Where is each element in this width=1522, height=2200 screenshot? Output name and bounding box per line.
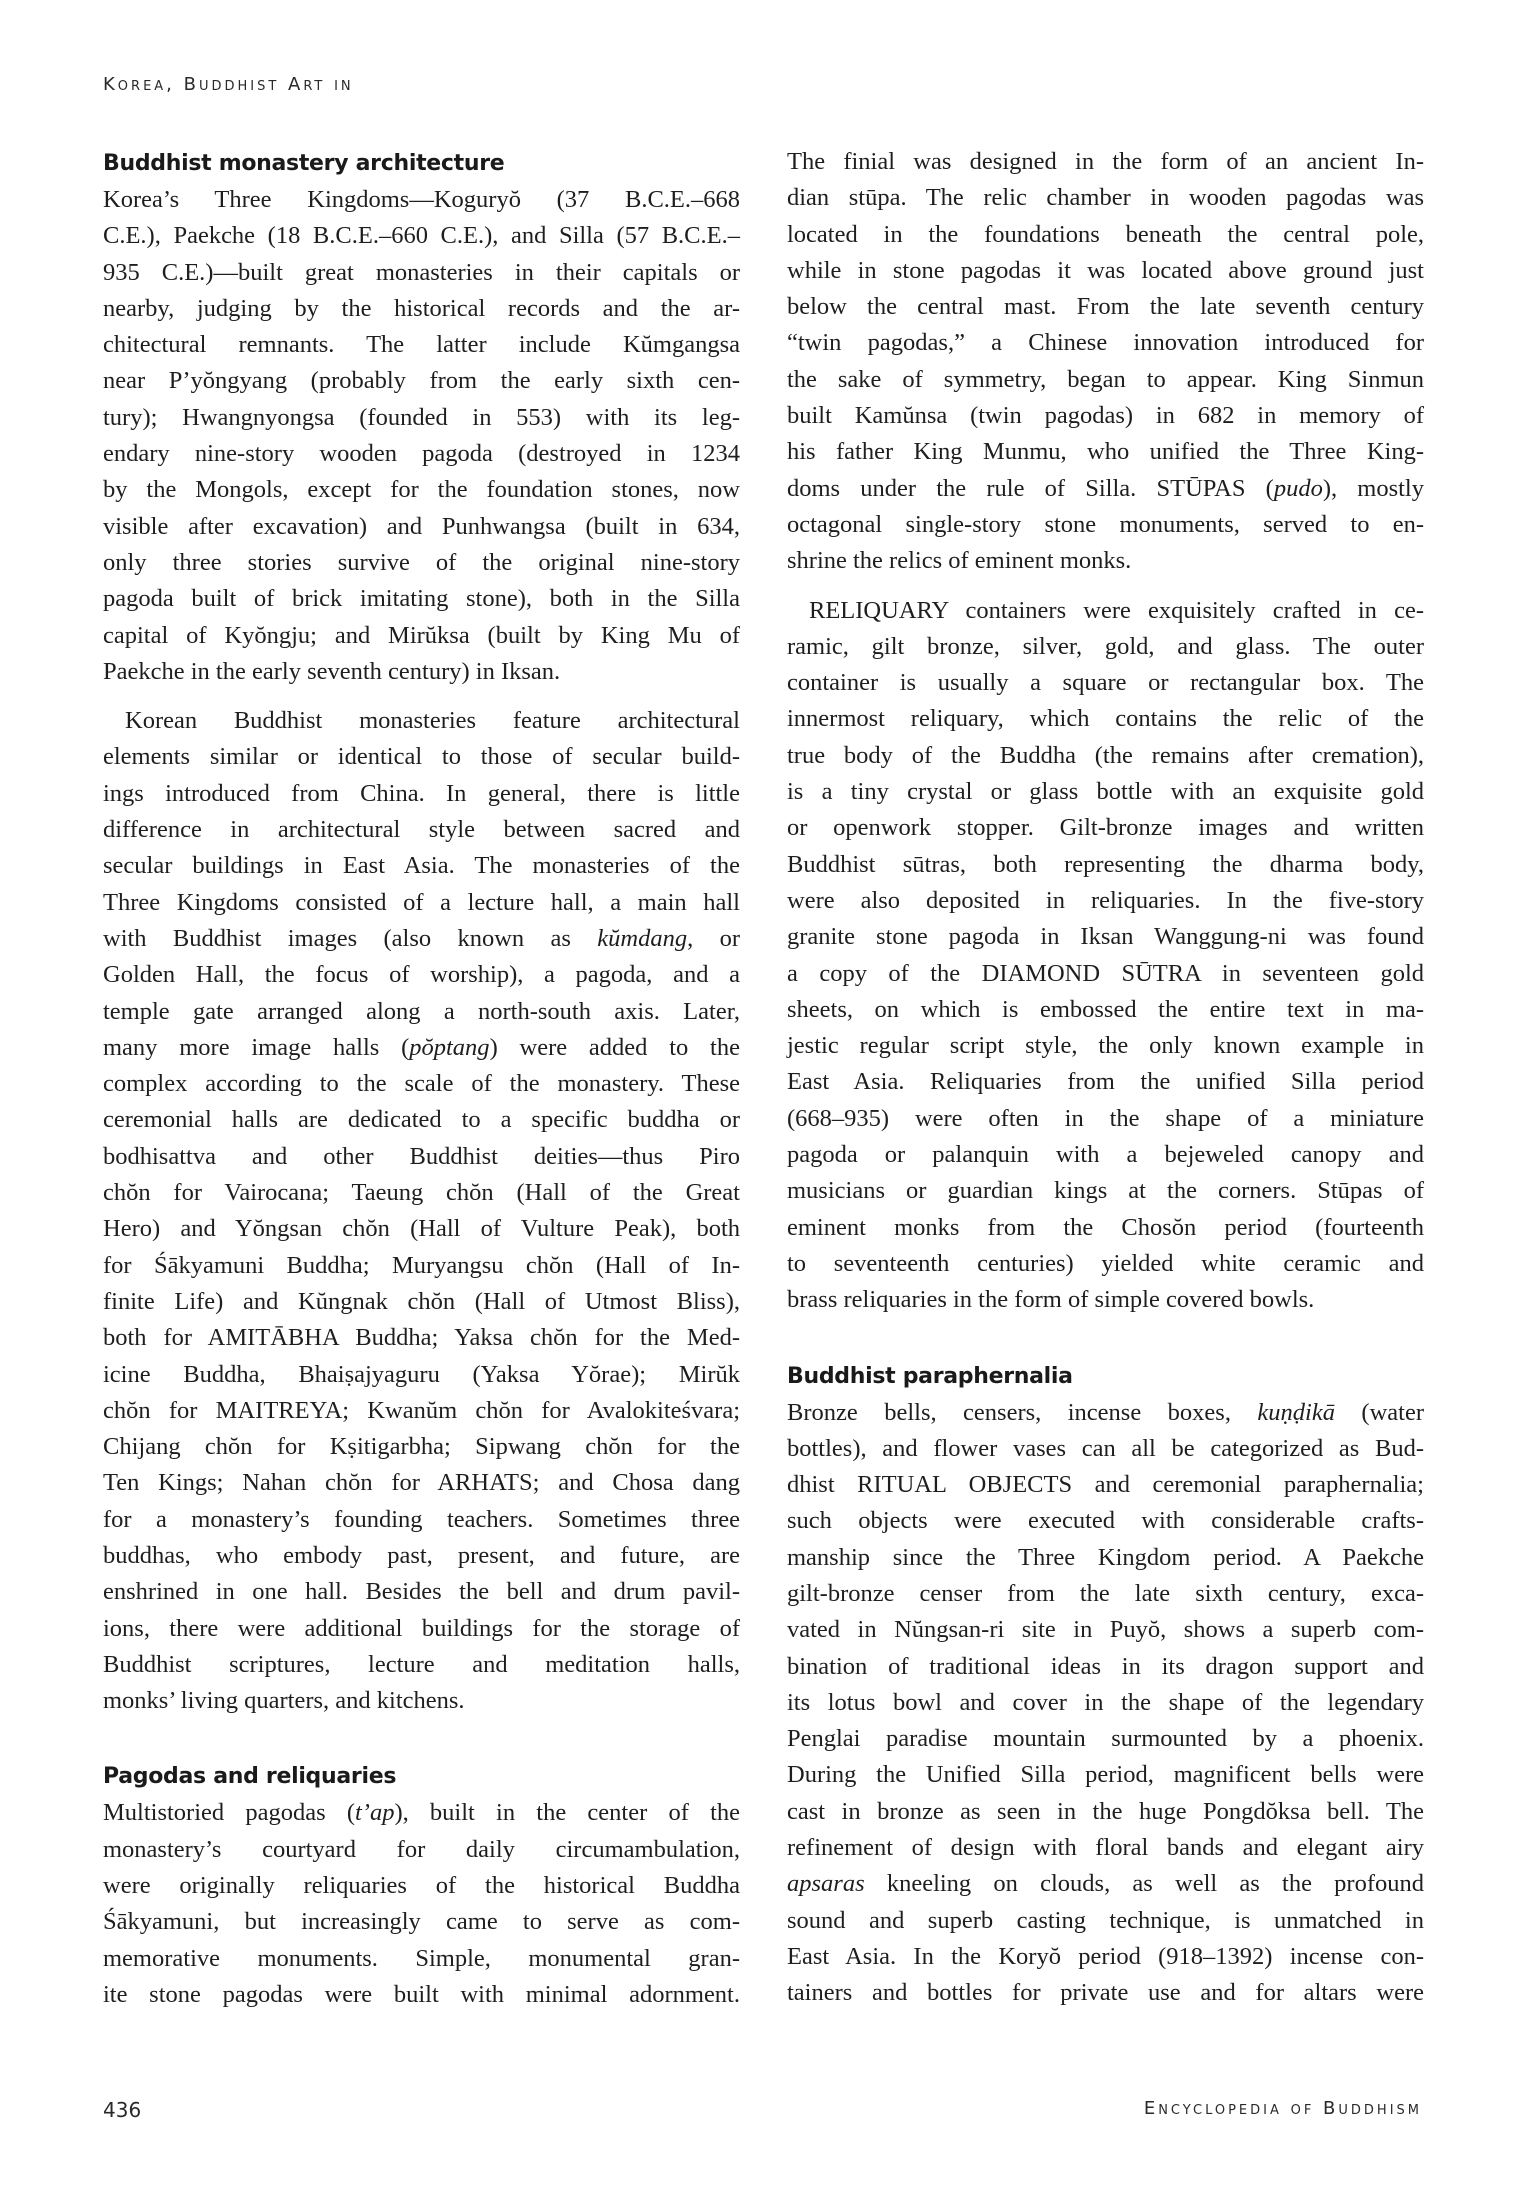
text-line: doms under the rule of Silla. STŪPAS (pudo), mostly [787, 474, 1424, 502]
text-line: both for AMITĀBHA Buddha; Yaksa chŏn for the Med- [103, 1324, 740, 1352]
text-line: capital of Kyŏngju; and Mirŭksa (built by King Mu of [103, 621, 740, 649]
text-line: is a tiny crystal or glass bottle with an exquisite gold [787, 778, 1424, 806]
text-line: for Śākyamuni Buddha; Muryangsu chŏn (Hall of In- [103, 1251, 740, 1279]
text-line: buddhas, who embody past, present, and future, are [103, 1541, 740, 1569]
text-line: temple gate arranged along a north-south axis. Later, [103, 997, 740, 1025]
section-heading-monastery-architecture: Buddhist monastery architecture [103, 151, 505, 176]
text-line: ions, there were additional buildings for the storage of [103, 1614, 740, 1642]
page-number: 436 [103, 2098, 142, 2122]
text-line: eminent monks from the Chosŏn period (fourteenth [787, 1213, 1424, 1241]
text-line: secular buildings in East Asia. The monasteries of the [103, 852, 740, 880]
right-column [787, 144, 1424, 2012]
text-line: Korean Buddhist monasteries feature architectural [125, 707, 740, 735]
text-line: nearby, judging by the historical records and the ar- [103, 294, 740, 322]
text-line: enshrined in one hall. Besides the bell and drum pavil- [103, 1578, 740, 1606]
text-line: granite stone pagoda in Iksan Wanggung-ni was found [787, 923, 1424, 951]
text-line: complex according to the scale of the monastery. These [103, 1070, 740, 1098]
left-column [103, 146, 740, 2013]
text-line: Hero) and Yŏngsan chŏn (Hall of Vulture Peak), both [103, 1215, 740, 1243]
text-line: brass reliquaries in the form of simple covered bowls. [787, 1286, 1315, 1314]
text-line: difference in architectural style between sacred and [103, 816, 740, 844]
paragraph [103, 703, 740, 1719]
running-head: Korea, Buddhist Art in [103, 74, 354, 95]
text-line: (668–935) were often in the shape of a miniature [787, 1104, 1424, 1132]
text-line: jestic regular script style, the only known example in [787, 1032, 1424, 1060]
text-line: while in stone pagodas it was located above ground just [787, 256, 1424, 284]
text-line: or openwork stopper. Gilt-bronze images and written [787, 814, 1424, 842]
paragraph [787, 1395, 1424, 2012]
text-line: below the central mast. From the late seventh century [787, 293, 1424, 321]
text-line: dian stūpa. The relic chamber in wooden pagodas was [787, 184, 1424, 212]
text-line: were originally reliquaries of the historical Buddha [103, 1872, 740, 1900]
text-line: RELIQUARY containers were exquisitely crafted in ce- [809, 596, 1424, 624]
text-line: container is usually a square or rectangular box. The [787, 669, 1424, 697]
text-line: his father King Munmu, who unified the Three King- [787, 438, 1424, 466]
text-line: ings introduced from China. In general, there is little [103, 779, 740, 807]
text-line: East Asia. Reliquaries from the unified Silla period [787, 1068, 1424, 1096]
text-line: bottles), and flower vases can all be categorized as Bud- [787, 1434, 1424, 1462]
text-line: a copy of the DIAMOND SŪTRA in seventeen gold [787, 959, 1424, 987]
text-line: tury); Hwangnyongsa (founded in 553) with its leg- [103, 403, 740, 431]
text-line: innermost reliquary, which contains the relic of the [787, 705, 1424, 733]
text-line: cast in bronze as seen in the huge Pongdŏksa bell. The [787, 1797, 1424, 1825]
text-line: Chijang chŏn for Kṣitigarbha; Sipwang chŏn for the [103, 1433, 740, 1461]
section-heading-paraphernalia: Buddhist paraphernalia [787, 1363, 1073, 1389]
text-line: During the Unified Silla period, magnificent bells were [787, 1761, 1424, 1789]
text-line: “twin pagodas,” a Chinese innovation introduced for [787, 329, 1424, 357]
paragraph [787, 593, 1424, 1319]
text-line: C.E.), Paekche (18 B.C.E.–660 C.E.), and Silla (57 B.C.E.– [103, 222, 740, 250]
text-line: only three stories survive of the original nine-story [103, 548, 740, 576]
text-line: East Asia. In the Koryŏ period (918–1392) incense con- [787, 1942, 1424, 1970]
text-line: true body of the Buddha (the remains after cremation), [787, 741, 1424, 769]
text-line: octagonal single-story stone monuments, served to en- [787, 510, 1424, 538]
text-line: vated in Nŭngsan-ri site in Puyŏ, shows a superb com- [787, 1616, 1424, 1644]
text-line: 935 C.E.)—built great monasteries in their capitals or [103, 258, 740, 286]
text-line: bination of traditional ideas in its dragon support and [787, 1652, 1424, 1680]
text-line: by the Mongols, except for the foundation stones, now [103, 476, 740, 504]
text-line: manship since the Three Kingdom period. A Paekche [787, 1543, 1424, 1571]
text-line: were also deposited in reliquaries. In the five-story [787, 886, 1424, 914]
text-line: Paekche in the early seventh century) in Iksan. [103, 657, 561, 685]
text-line: Penglai paradise mountain surmounted by a phoenix. [787, 1725, 1424, 1753]
text-line: with Buddhist images (also known as kŭmdang, or [103, 924, 740, 952]
text-line: gilt-bronze censer from the late sixth century, exca- [787, 1579, 1424, 1607]
text-line: pagoda or palanquin with a bejeweled canopy and [787, 1141, 1424, 1169]
text-line: apsaras kneeling on clouds, as well as the profound [787, 1870, 1424, 1898]
text-line: chŏn for MAITREYA; Kwanŭm chŏn for Avalokiteśvara; [103, 1396, 740, 1424]
text-line: finite Life) and Kŭngnak chŏn (Hall of Utmost Bliss), [103, 1287, 740, 1315]
text-line: tainers and bottles for private use and for altars were [787, 1979, 1424, 2007]
paragraph [103, 182, 740, 690]
text-line: Korea’s Three Kingdoms—Koguryŏ (37 B.C.E.–668 [103, 186, 740, 213]
text-line: Buddhist sūtras, both representing the dharma body, [787, 850, 1424, 878]
section-heading-pagodas-reliquaries: Pagodas and reliquaries [103, 1764, 397, 1790]
text-line: for a monastery’s founding teachers. Sometimes three [103, 1505, 740, 1533]
text-line: its lotus bowl and cover in the shape of the legendary [787, 1688, 1424, 1716]
text-line: visible after excavation) and Punhwangsa (built in 634, [103, 512, 740, 540]
paragraph [103, 1795, 740, 2013]
text-line: many more image halls (pŏptang) were added to the [103, 1033, 740, 1061]
text-line: Śākyamuni, but increasingly came to serve as com- [103, 1908, 740, 1936]
text-line: the sake of symmetry, began to appear. King Sinmun [787, 365, 1424, 393]
text-line: ite stone pagodas were built with minimal adornment. [103, 1980, 740, 2008]
text-line: shrine the relics of eminent monks. [787, 547, 1132, 575]
text-line: Three Kingdoms consisted of a lecture hall, a main hall [103, 888, 740, 916]
text-line: The finial was designed in the form of an ancient In- [787, 148, 1424, 175]
text-line: musicians or guardian kings at the corners. Stūpas of [787, 1177, 1424, 1205]
text-line: near P’yŏngyang (probably from the early sixth cen- [103, 367, 740, 395]
text-line: memorative monuments. Simple, monumental gran- [103, 1944, 740, 1972]
text-line: Bronze bells, censers, incense boxes, kuṇḍikā (water [787, 1398, 1424, 1426]
text-line: icine Buddha, Bhaiṣajyaguru (Yaksa Yŏrae); Mirŭk [103, 1360, 740, 1388]
text-line: dhist RITUAL OBJECTS and ceremonial paraphernalia; [787, 1471, 1424, 1499]
paragraph [787, 144, 1424, 580]
book-title: Encyclopedia of Buddhism [1143, 2098, 1422, 2119]
text-line: bodhisattva and other Buddhist deities—thus Piro [103, 1142, 740, 1170]
text-line: sheets, on which is embossed the entire text in ma- [787, 995, 1424, 1023]
text-line: ceremonial halls are dedicated to a specific buddha or [103, 1106, 740, 1134]
text-line: refinement of design with floral bands and elegant airy [787, 1834, 1424, 1862]
text-line: endary nine-story wooden pagoda (destroyed in 1234 [103, 440, 740, 468]
text-line: monks’ living quarters, and kitchens. [103, 1687, 465, 1715]
text-line: chitectural remnants. The latter include Kŭmgangsa [103, 331, 740, 359]
text-line: sound and superb casting technique, is unmatched in [787, 1906, 1424, 1934]
text-line: Golden Hall, the focus of worship), a pagoda, and a [103, 961, 740, 989]
text-line: elements similar or identical to those of secular build- [103, 743, 740, 771]
text-line: monastery’s courtyard for daily circumambulation, [103, 1835, 740, 1863]
text-line: Buddhist scriptures, lecture and meditation halls, [103, 1650, 740, 1678]
text-line: built Kamŭnsa (twin pagodas) in 682 in memory of [787, 402, 1424, 430]
text-line: such objects were executed with considerable crafts- [787, 1507, 1424, 1535]
text-line: pagoda built of brick imitating stone), both in the Silla [103, 585, 740, 613]
text-line: Multistoried pagodas (t’ap), built in the center of the [103, 1799, 741, 1827]
text-line: chŏn for Vairocana; Taeung chŏn (Hall of the Great [103, 1179, 740, 1207]
text-line: to seventeenth centuries) yielded white ceramic and [787, 1249, 1424, 1277]
text-line: Ten Kings; Nahan chŏn for ARHATS; and Chosa dang [103, 1469, 740, 1497]
text-line: ramic, gilt bronze, silver, gold, and glass. The outer [787, 632, 1424, 660]
text-line: located in the foundations beneath the central pole, [787, 220, 1424, 248]
